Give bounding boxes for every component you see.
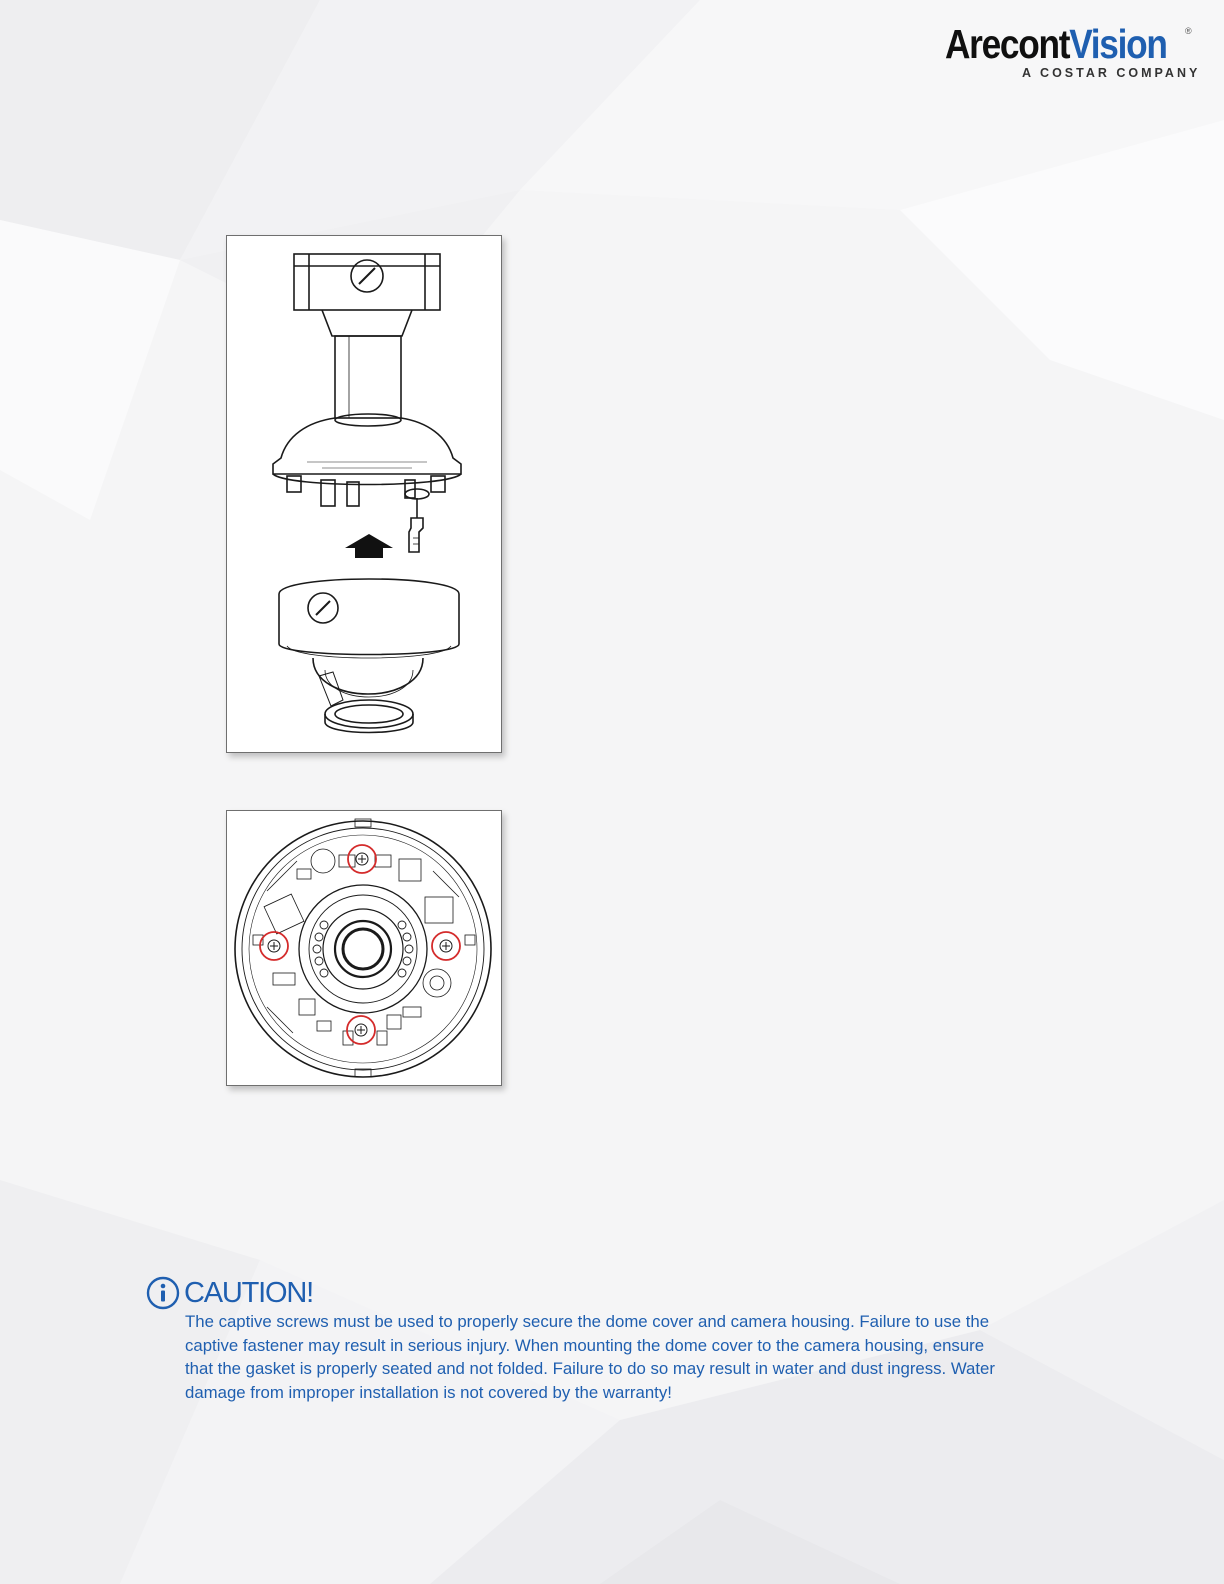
logo-word-arecont: Arecont (945, 21, 1070, 67)
caution-notice (146, 1276, 1086, 1404)
caution-line: The captive screws must be used to properly secure the dome cover and camera housing. Failure to use the (185, 1312, 990, 1331)
logo-registered-mark: ® (1185, 26, 1192, 36)
figure-exploded-assembly (226, 235, 502, 753)
caution-header (146, 1276, 1086, 1310)
logo-wordmark (945, 22, 1167, 66)
caution-line: damage from improper installation is not covered by the warranty! (185, 1382, 672, 1402)
logo-word-vision: Vision (1069, 21, 1167, 67)
caution-line: captive fastener may result in serious injury. When mounting the dome cover to the camera housing, ensure (185, 1335, 985, 1355)
info-icon (146, 1276, 180, 1310)
camera-housing-top-view-screws-illustration (227, 811, 501, 1085)
company-logo (940, 22, 1202, 84)
figure-screw-locations (226, 810, 502, 1086)
caution-line: that the gasket is properly seated and not folded. Failure to do so may result in water and dust ingress. Water (185, 1359, 995, 1378)
camera-assembly-exploded-illustration (227, 236, 501, 752)
logo-tagline: A COSTAR COMPANY (1022, 66, 1201, 80)
caution-body (185, 1310, 1086, 1404)
caution-title: CAUTION! (184, 1277, 313, 1309)
